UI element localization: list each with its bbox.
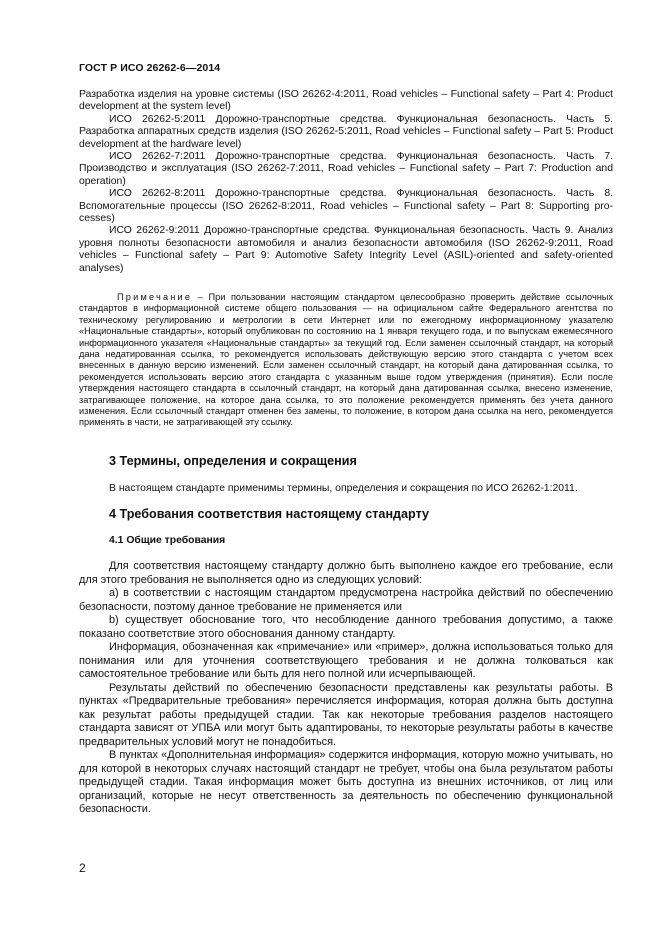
normative-references (79, 89, 613, 275)
document-header: ГОСТ Р ИСО 26262-6—2014 (79, 62, 221, 74)
section-4-heading: 4 Требования соответствия настоящему стандарту (109, 507, 430, 521)
note-label: Примечание (117, 292, 193, 302)
page-number: 2 (79, 861, 86, 875)
note-block (79, 292, 613, 429)
reference-item: ИСО 26262-5:2011 Дорожно-транспортные средства. Функциональная безопасность. Часть 5. Разработка аппаратных средств изделия (ISO 26262-5:2011, Road vehicles – Functional safety – Part 5: Product development at the hardware level) (79, 113, 613, 150)
body-paragraph: Для соответствия настоящему стандарту должно быть выполнено каждое его требование, если для этого требования не выполняется одно из следующих условий: (79, 560, 613, 586)
body-paragraph: Результаты действий по обеспечению безопасности представлены как результаты работы. В пунктах «Предварительные требования» перечисляется информация, которая должна быть доступна как результат работы предыдущей стадии. Так как некоторые требования разделов настоящего стандарта зависят от УПБА или могут быть адаптированы, то некоторые результаты работы в качестве предварительных условий могут не понадобиться. (79, 681, 613, 748)
list-item: b) существует обоснование того, что несоблюдение данного требования допустимо, а также показано соответствие этого обоснования данному стандарту. (79, 614, 613, 640)
list-item: а) в соответствии с настоящим стандартом предусмотрена настройка действий по обеспечению безопасности, поэтому данное требование не применяется или (79, 587, 613, 613)
reference-item: Разработка изделия на уровне системы (ISO 26262-4:2011, Road vehicles – Functional safety – Part 4: Product development at the system level) (79, 89, 613, 113)
reference-item: ИСО 26262-9:2011 Дорожно-транспортные средства. Функциональная безопасность. Часть 9. Анализ уровня полноты безопасности автомобиля и анализ безопасности автомобиля (ISO 26262-9:2011, Road vehicles – Functional safety – Part 9: Automotive Safety Integrity Level (ASIL)-oriented and safety-oriented analyses) (79, 225, 613, 274)
note-text: – При пользовании настоящим стандартом целесообразно проверить действие ссылочных стандартов в информационной системе общего пользования — на официальном сайте Федерального агентства по техническому регулированию и метрологии в сети Интернет или по ежегодному информационному указателю «Национальные стандарты», который опубликован по состоянию на 1 января текущего года, и по выпускам ежемесячного информационного указателя «Национальные стандарты» за текущий год. Если заменен ссылочный стандарт, на который дана недатированная ссылка, то рекомендуется использовать действующую версию этого стандарта с учетом всех внесенных в данную версию изменений. Если заменен ссылочный стандарт, на который дана датированная ссылка, то рекомендуется использовать версию этого стандарта с указанным выше годом утверждения (принятия). Если после утверждения настоящего стандарта в ссылочный стандарт, на который дана датированная ссылка, внесено изменение, затрагивающее положение, на которое дана ссылка, то это положение рекомендуется применять без учета данного изменения. Если ссылочный стандарт отменен без замены, то положение, в котором дана ссылка на него, рекомендуется применять в части, не затрагивающей эту ссылку. (79, 292, 613, 428)
subsection-4-1-heading: 4.1 Общие требования (109, 535, 226, 546)
body-paragraph: Информация, обозначенная как «примечание» или «пример», должна использоваться только для понимания или для уточнения соответствующего требования и не должна толковаться как самостоятельное требование или быть для него полной или исчерпывающей. (79, 641, 613, 680)
body-paragraph: В пунктах «Дополнительная информация» содержится информация, которую можно учитывать, но для которой в некоторых случаях настоящий стандарт не требует, чтобы она была результатом работы предыдущей стадии. Такая информация может быть доступна из внешних источников, от лиц или организаций, которые не несут ответственность за деятельность по обеспечению функциональной безопасности. (79, 749, 613, 815)
section-4-body (79, 560, 613, 817)
reference-item: ИСО 26262-7:2011 Дорожно-транспортные средства. Функциональная безопасность. Часть 7. Производство и эксплуатация (ISO 26262-7:2011, Road vehicles – Functional safety – Part 7: Production and operation) (79, 151, 613, 187)
reference-item: ИСО 26262-8:2011 Дорожно-транспортные средства. Функциональная безопасность. Часть 8. Вспомогательные процессы (ISO 26262-8:2011, Road vehicles – Functional safety – Part 8: Supporting pro-cesses) (79, 188, 613, 225)
section-3-text: В настоящем стандарте применимы термины, определения и сокращения по ИСО 26262-1:2011. (109, 483, 578, 494)
section-3-heading: 3 Термины, определения и сокращения (109, 454, 357, 468)
